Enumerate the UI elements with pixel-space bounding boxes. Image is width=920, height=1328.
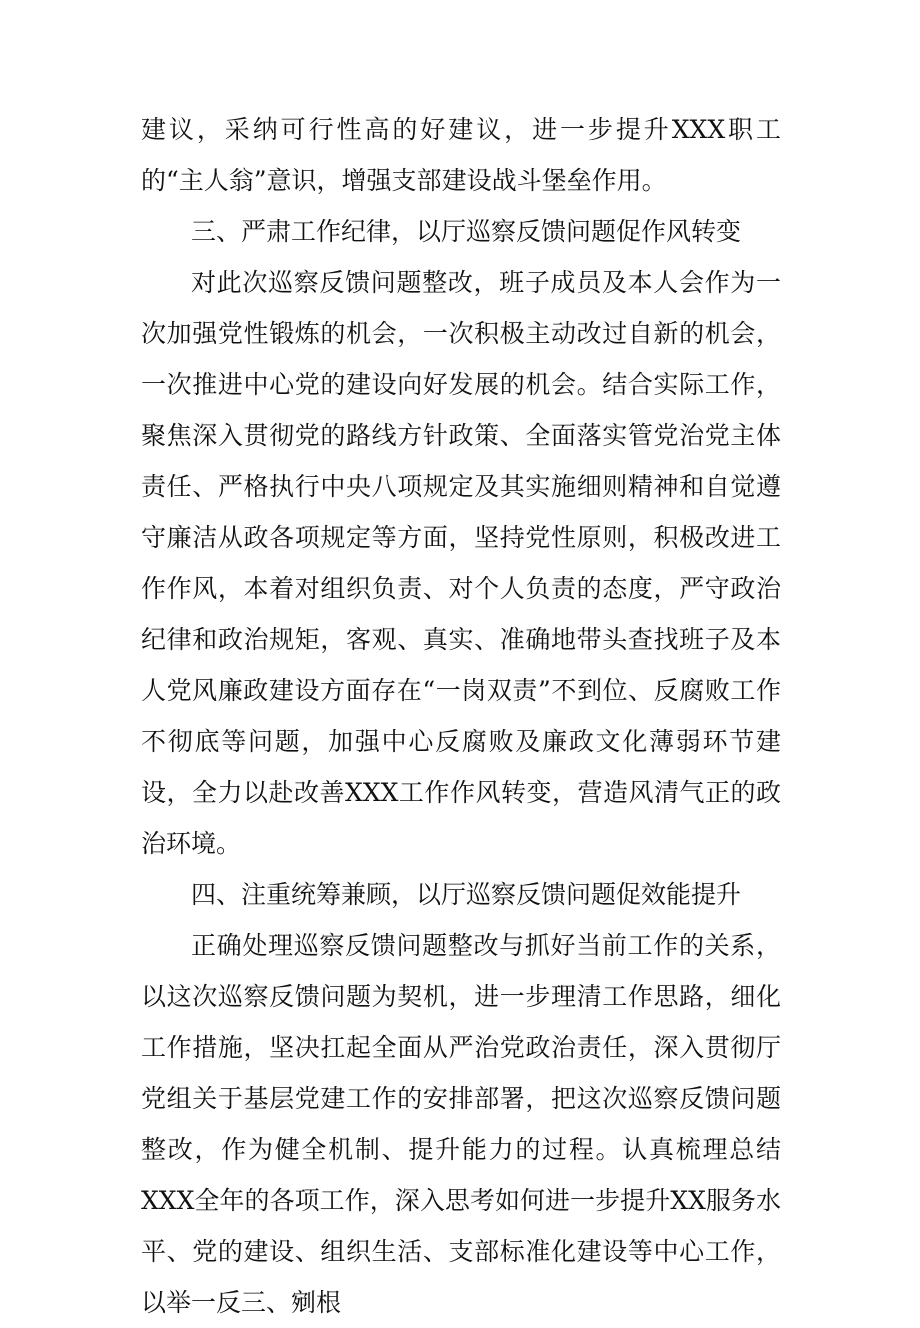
paragraph-work-discipline: 对此次巡察反馈问题整改，班子成员及本人会作为一次加强党性锻炼的机会，一次积极主动改过自新的机会，一次推进中心党的建设向好发展的机会。结合实际工作，聚焦深入贯彻党的路线方针政策、全面落实管党治党主体责任、严格执行中央八项规定及其实施细则精神和自觉遵守廉洁从政各项规定等方面，坚持党性原则，积极改进工作作风，本着对组织负责、对个人负责的态度，严守政治纪律和政治规矩，客观、真实、准确地带头查找班子及本人党风廉政建设方面存在“一岗双责”不到位、反腐败工作不彻底等问题，加强中心反腐败及廉政文化薄弱环节建设，全力以赴改善XXX工作作风转变，营造风清气正的政治环境。 (141, 268, 781, 858)
section-heading-4: 四、注重统筹兼顾，以厅巡察反馈问题促效能提升 (191, 880, 742, 909)
section-heading-3: 三、严肃工作纪律，以厅巡察反馈问题促作风转变 (191, 217, 742, 246)
document-body (141, 104, 781, 1328)
paragraph-overall-planning: 正确处理巡察反馈问题整改与抓好当前工作的关系，以这次巡察反馈问题为契机，进一步理清工作思路，细化工作措施，坚决扛起全面从严治党政治责任，深入贯彻厅党组关于基层党建工作的安排部署，把这次巡察反馈问题整改，作为健全机制、提升能力的过程。认真梳理总结XXX全年的各项工作，深入思考如何进一步提升XX服务水平、党的建设、组织生活、支部标准化建设等中心工作，以举一反三、剜根 (141, 931, 781, 1317)
paragraph-continuation: 建议，采纳可行性高的好建议，进一步提升XXX职工的“主人翁”意识，增强支部建设战斗堡垒作用。 (141, 115, 781, 195)
